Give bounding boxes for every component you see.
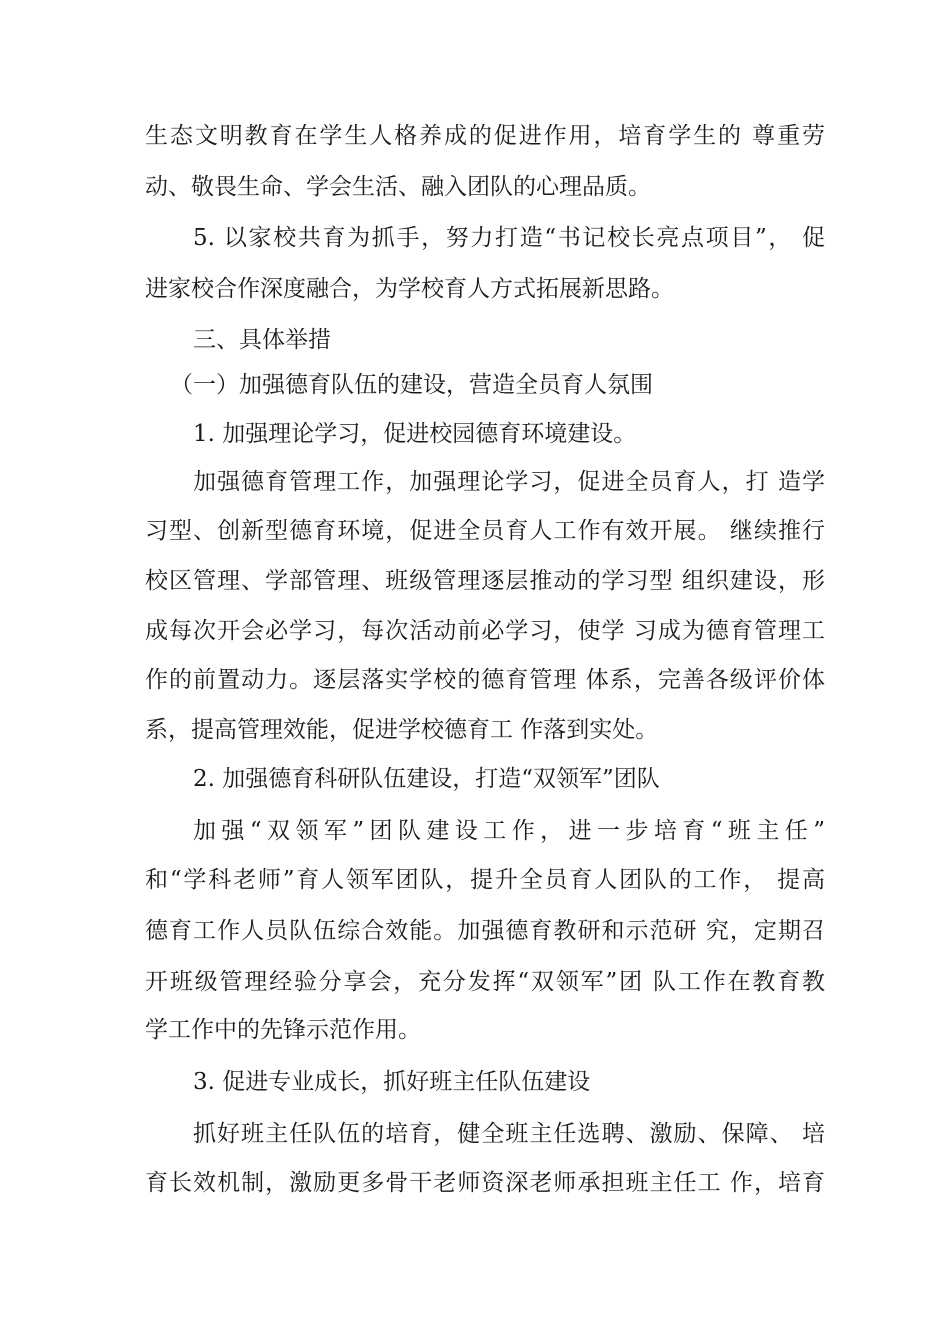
paragraph-line: 育长效机制，激励更多骨干老师资深老师承担班主任工 作，培育 [145,1170,825,1196]
subsection-heading: （一）加强德育队伍的建设，营造全员育人氛围 [170,372,653,398]
list-item-5-line: 5. 以家校共育为抓手，努力打造“书记校长亮点项目”， 促 [193,225,825,251]
paragraph-line: 加强“双领军”团队建设工作，进一步培育“班主任” [193,818,825,844]
paragraph-line: 动、敬畏生命、学会生活、融入团队的心理品质。 [145,174,651,200]
paragraph-line: 作的前置动力。逐层落实学校的德育管理 体系，完善各级评价体 [145,667,825,693]
paragraph-line: 生态文明教育在学生人格养成的促进作用，培育学生的 尊重劳 [145,123,825,149]
paragraph-line: 习型、创新型德育环境，促进全员育人工作有效开展。 继续推行 [145,518,825,544]
paragraph-line: 成每次开会必学习，每次活动前必学习，使学 习成为德育管理工 [145,618,825,644]
paragraph-line: 开班级管理经验分享会，充分发挥“双领军”团 队工作在教育教 [145,969,825,995]
paragraph-line: 进家校合作深度融合，为学校育人方式拓展新思路。 [145,276,674,302]
paragraph-line: 德育工作人员队伍综合效能。加强德育教研和示范研 究，定期召 [145,918,825,944]
paragraph-line: 加强德育管理工作，加强理论学习，促进全员育人，打 造学 [193,469,825,495]
paragraph-line: 学工作中的先锋示范作用。 [145,1017,421,1043]
paragraph-line: 抓好班主任队伍的培育，健全班主任选聘、激励、保障、 培 [193,1121,825,1147]
item-heading-2: 2. 加强德育科研队伍建设，打造“双领军”团队 [193,766,660,792]
paragraph-line: 系，提高管理效能，促进学校德育工 作落到实处。 [145,717,659,743]
section-heading: 三、具体举措 [193,327,331,353]
paragraph-line: 和“学科老师”育人领军团队，提升全员育人团队的工作， 提高 [145,867,825,893]
item-heading-3: 3. 促进专业成长，抓好班主任队伍建设 [193,1069,591,1095]
paragraph-line: 校区管理、学部管理、班级管理逐层推动的学习型 组织建设，形 [145,568,825,594]
item-heading-1: 1. 加强理论学习，促进校园德育环境建设。 [193,421,637,447]
